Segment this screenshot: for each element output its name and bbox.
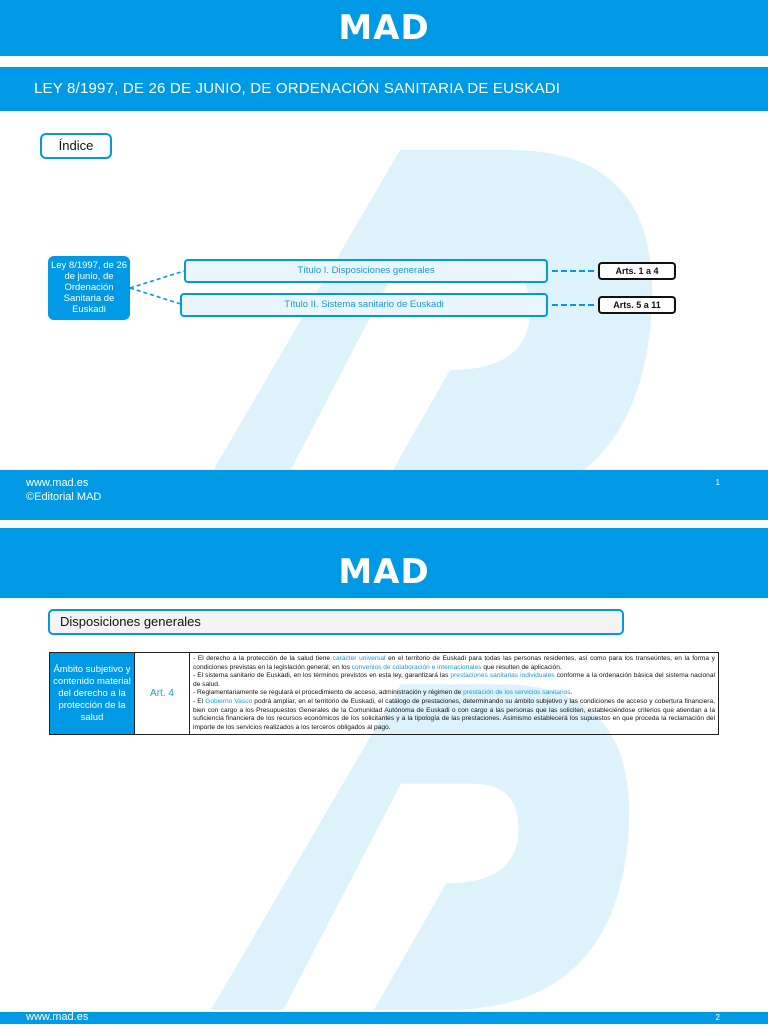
title-2-arts: Arts. 5 a 11 (598, 296, 676, 314)
header-bar (0, 0, 768, 56)
mad-watermark (150, 110, 670, 530)
article-cell: Art. 4 (135, 653, 190, 735)
footer-1 (0, 470, 768, 520)
footer-copyright: ©Editorial MAD (26, 491, 102, 503)
branch-connector (128, 266, 188, 310)
mad-logo: MAD (338, 552, 430, 592)
highlight-term: Gobierno Vasco (205, 697, 253, 705)
mad-logo: MAD (338, 8, 430, 48)
page-number: 1 (715, 478, 720, 487)
scope-cell: Ámbito subjetivo y contenido material del derecho a la protección de la salud (50, 653, 135, 735)
header-bar (0, 528, 768, 598)
page-number: 2 (715, 1013, 720, 1022)
section-title: Disposiciones generales (48, 609, 624, 635)
law-title: LEY 8/1997, DE 26 DE JUNIO, DE ORDENACIÓN SANITARIA DE EUSKADI (34, 80, 561, 97)
highlight-term: carácter universal (332, 655, 386, 662)
title-2-connector (552, 304, 594, 306)
law-box: Ley 8/1997, de 26 de junio, de Ordenación Sanitaria de Euskadi (48, 256, 130, 320)
title-1-box[interactable]: Título I. Disposiciones generales (184, 259, 548, 283)
highlight-term: prestaciones sanitarias individuales (450, 672, 555, 680)
title-2-box[interactable]: Título II. Sistema sanitario de Euskadi (180, 293, 548, 317)
footer-url[interactable]: www.mad.es (26, 477, 89, 489)
index-label: Índice (40, 133, 112, 159)
article-text: - El derecho a la protección de la salud tiene carácter universal en el territorio de Euskadi para todas las personas residentes, así como para los transeúntes, en la forma y condiciones previstas en la legislación general, en los convenios de colaboración e internacionales que resulten de aplicación. - El sistema sanitario de Euskadi, en los términos previstos en esta ley, garantizará las prestaciones sanitarias individuales conforme a la ordenación básica del sistema nacional de salud. - Reglamentariamente se regulará el procedimiento de acceso, administración y régimen de prestación de los servicios sanitarios. - El Gobierno Vasco podrá ampliar, en el territorio de Euskadi, el catálogo de prestaciones, determinando su ámbito subjetivo y las condiciones de acceso y cobertura financiera, bien con cargo a los Presupuestos Generales de la Comunidad Autónoma de Euskadi o con cargo a las personas que las soliciten, estableciéndose criterios que atiendan a la suficiencia financiera de los recursos económicos de los solicitantes y a la tipología de las prestaciones. Asimismo establecerá los supuestos en que proceda la reclamación del importe de los servicios realizados a los terceros obligados al pago. (190, 653, 719, 735)
page-2 (0, 528, 768, 1024)
highlight-term: prestación de los servicios sanitarios (463, 689, 571, 697)
table-row (50, 653, 719, 735)
law-title-bar (0, 67, 768, 111)
highlight-term: convenios de colaboración e internacionales (351, 663, 482, 671)
footer-url[interactable]: www.mad.es (26, 1011, 89, 1023)
provisions-table (49, 652, 719, 735)
footer-2 (0, 1012, 768, 1024)
title-1-arts: Arts. 1 a 4 (598, 262, 676, 280)
title-1-connector (552, 270, 594, 272)
